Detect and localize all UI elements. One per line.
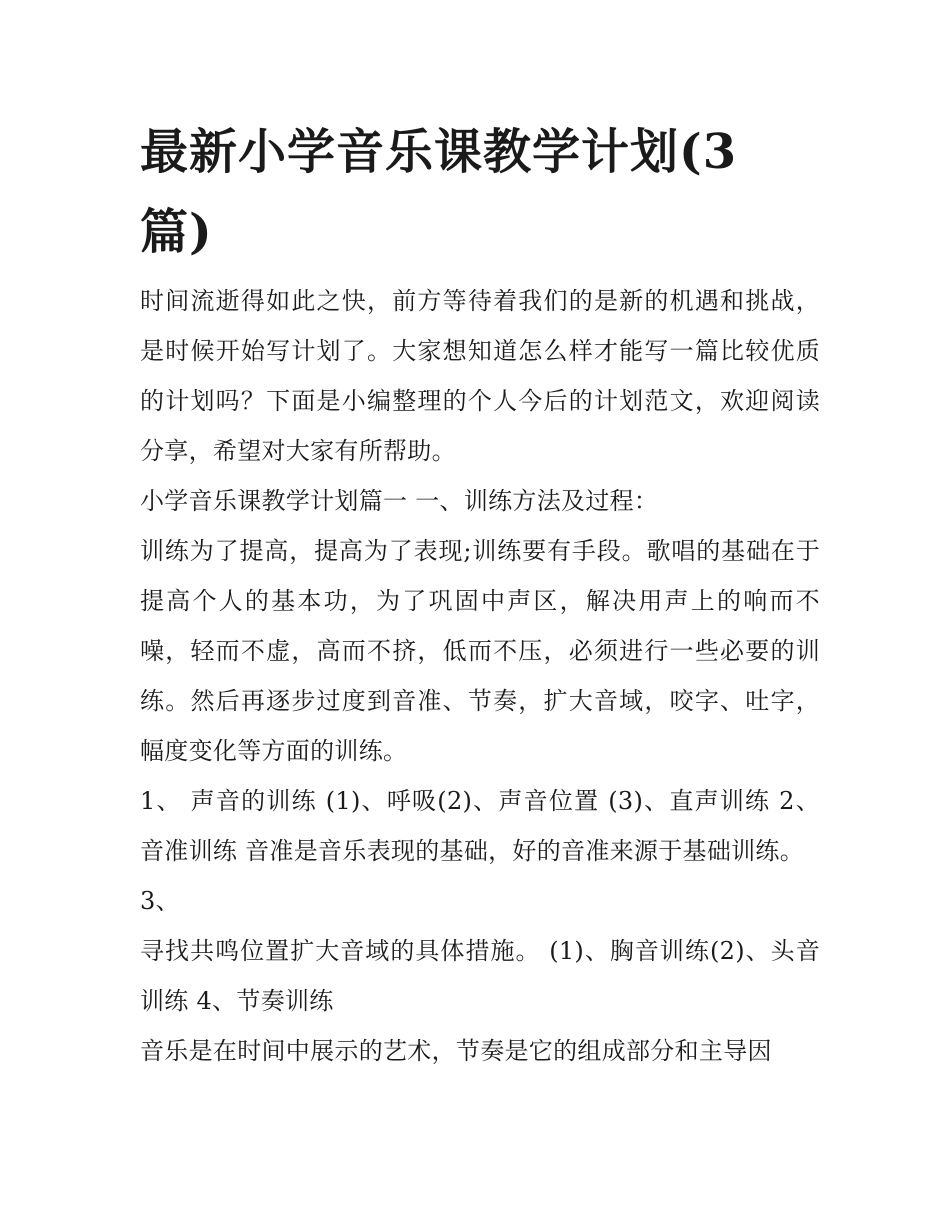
paragraph-voice-training: 1、 声音的训练 (1)、呼吸(2)、声音位置 (3)、直声训练 2、 音准训练 音准是音乐表现的基础，好的音准来源于基础训练。 [140,787,820,865]
paragraph-section-heading: 小学音乐课教学计划篇一 一、训练方法及过程： [140,487,659,515]
paragraph-item-3: 3、 [140,887,180,915]
paragraph-resonance: 寻找共鸣位置扩大音域的具体措施。 (1)、胸音训练(2)、头音训练 4、节奏训练 [140,937,820,1015]
paragraph-intro: 时间流逝得如此之快，前方等待着我们的是新的机遇和挑战，是时候开始写计划了。大家想知道怎么样才能写一篇比较优质的计划吗？下面是小编整理的个人今后的计划范文，欢迎阅读分享，希望对大家有所帮助。 [140,287,820,465]
paragraph-rhythm: 音乐是在时间中展示的艺术，节奏是它的组成部分和主导因 [140,1037,772,1065]
document-title: 最新小学音乐课教学计划(3篇) [140,124,738,260]
paragraph-training-overview: 训练为了提高，提高为了表现;训练要有手段。歌唱的基础在于提高个人的基本功，为了巩固中声区，解决用声上的响而不噪，轻而不虚，高而不挤，低而不压，必须进行一些必要的训练。然后再逐步过度到音准、节奏，扩大音域，咬字、吐字，幅度变化等方面的训练。 [140,537,820,765]
document-body [140,276,820,1076]
